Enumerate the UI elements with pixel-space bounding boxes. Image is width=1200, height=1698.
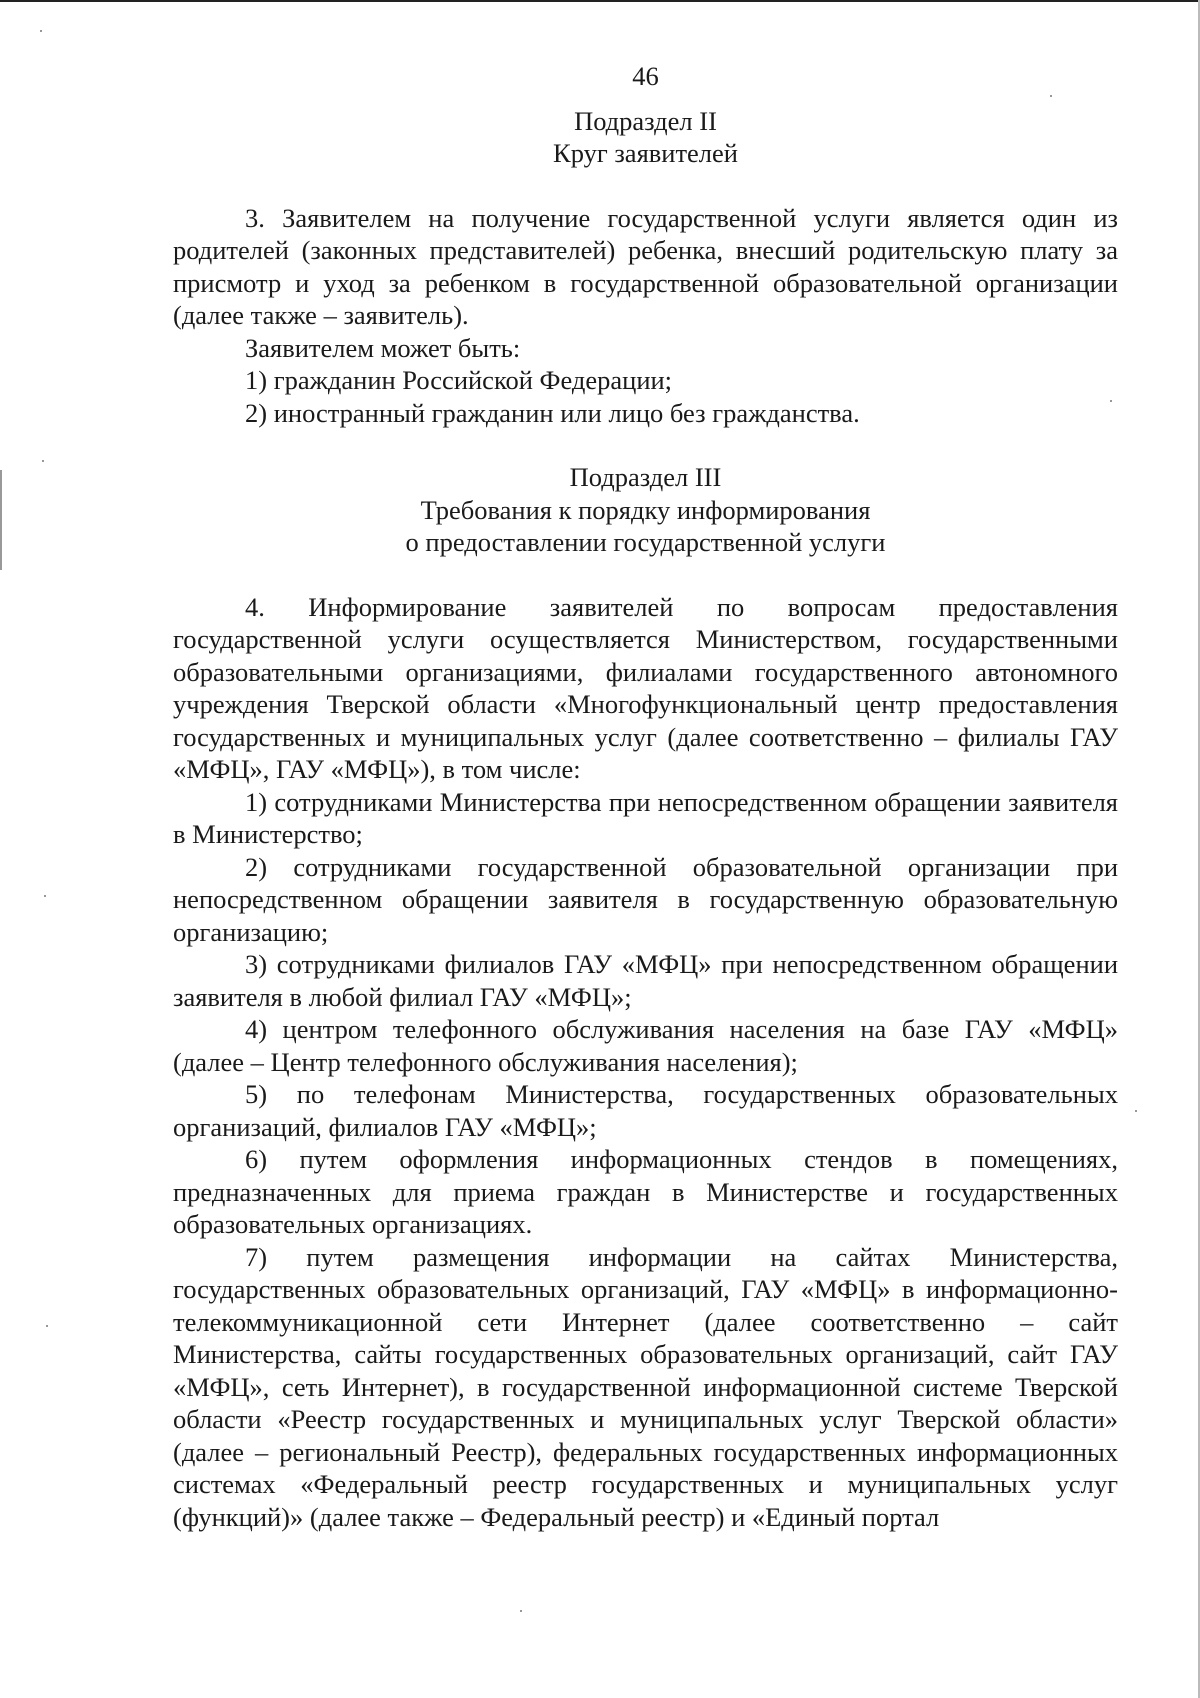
subsection-2-subtitle: Круг заявителей bbox=[553, 138, 738, 168]
info-item-1: 1) сотрудниками Министерства при непосредственном обращении заявителя в Министерство; bbox=[173, 786, 1118, 849]
subsection-2-heading bbox=[173, 105, 1118, 170]
scan-speck bbox=[1110, 400, 1112, 402]
scan-speck bbox=[1135, 1110, 1137, 1112]
scan-border-left bbox=[0, 470, 2, 570]
scan-speck bbox=[40, 30, 42, 32]
info-item-5: 5) по телефонам Министерства, государственных образовательных организаций, филиалов ГАУ «МФЦ»; bbox=[173, 1079, 1118, 1142]
subsection-3-subtitle-line2: о предоставлении государственной услуги bbox=[405, 527, 886, 557]
info-item-6: 6) путем оформления информационных стендов в помещениях, предназначенных для приема граждан в Министерстве и государственных образовательных организациях. bbox=[173, 1144, 1118, 1239]
info-item-4: 4) центром телефонного обслуживания населения на базе ГАУ «МФЦ» (далее – Центр телефонного обслуживания населения); bbox=[173, 1014, 1118, 1077]
applicant-item-1: 1) гражданин Российской Федерации; bbox=[245, 365, 673, 395]
subsection-3-title: Подраздел III bbox=[569, 462, 722, 492]
scan-speck bbox=[520, 1610, 522, 1612]
subsection-2-body bbox=[173, 202, 1118, 430]
subsection-2-title: Подраздел II bbox=[574, 105, 717, 136]
applicant-item-2: 2) иностранный гражданин или лицо без гражданства. bbox=[245, 397, 860, 428]
scan-border-top bbox=[0, 0, 1200, 2]
subsection-3-body bbox=[173, 591, 1118, 1534]
document-page bbox=[173, 60, 1118, 1533]
paragraph-4: 4. Информирование заявителей по вопросам предоставления государственной услуги осуществляется Министерством, государственными образовательными организациями, филиалами государственного автономного учреждения Тверской области «Многофункциональный центр предоставления государственных и муниципальных услуг (далее соответственно – филиалы ГАУ «МФЦ», ГАУ «МФЦ»), в том числе: bbox=[173, 591, 1118, 784]
scan-speck bbox=[42, 460, 44, 462]
info-item-2: 2) сотрудниками государственной образовательной организации при непосредственном обращении заявителя в государственную образовательную организацию; bbox=[173, 851, 1118, 947]
scan-speck bbox=[44, 895, 46, 897]
paragraph-3: 3. Заявителем на получение государственной услуги является один из родителей (законных представителей) ребенка, внесший родительскую плату за присмотр и уход за ребенком в государственной образовательной организации (далее также – заявитель). bbox=[173, 202, 1118, 330]
applicant-intro: Заявителем может быть: bbox=[245, 332, 521, 363]
page-number: 46 bbox=[632, 61, 659, 91]
info-item-7: 7) путем размещения информации на сайтах Министерства, государственных образовательных организаций, ГАУ «МФЦ» в информационно-телекоммуникационной сети Интернет (далее соответственно – сайт Министерства, сайты государственных образовательных организаций, сайт ГАУ «МФЦ», сеть Интернет), в государственной информационной системе Тверской области «Реестр государственных и муниципальных услуг Тверской области» (далее – региональный Реестр), федеральных государственных информационных системах «Федеральный реестр государственных и муниципальных услуг (функций)» (далее также – Федеральный реестр) и «Единый портал bbox=[173, 1241, 1118, 1532]
subsection-3-subtitle-line1: Требования к порядку информирования bbox=[420, 494, 871, 525]
subsection-3-heading bbox=[173, 461, 1118, 559]
info-item-3: 3) сотрудниками филиалов ГАУ «МФЦ» при непосредственном обращении заявителя в любой филиал ГАУ «МФЦ»; bbox=[173, 949, 1118, 1012]
scan-speck bbox=[46, 1325, 48, 1327]
scan-speck bbox=[1050, 95, 1052, 97]
